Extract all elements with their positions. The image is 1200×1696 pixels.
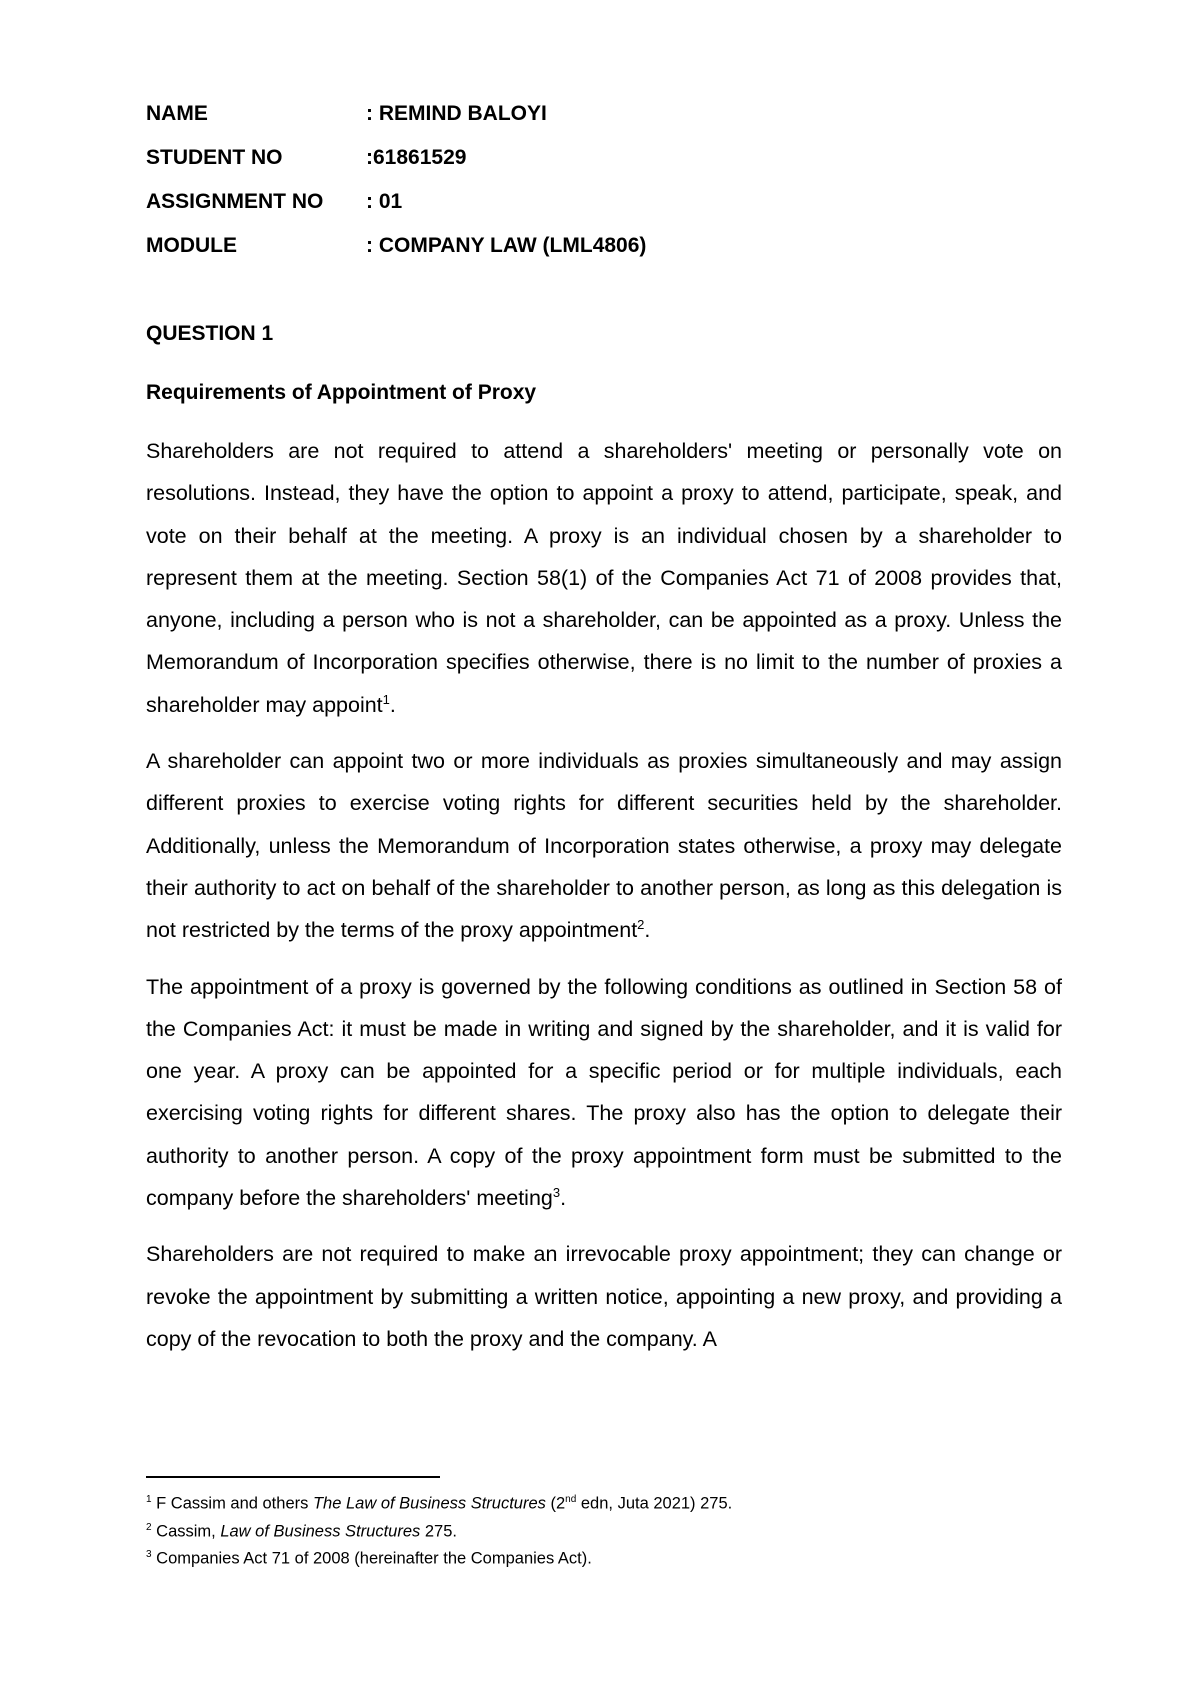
detail-row-student-no xyxy=(146,142,1046,186)
footnote-ref: 1 xyxy=(382,691,390,707)
detail-label: ASSIGNMENT NO xyxy=(146,190,324,213)
footnote-text: Companies Act 71 of 2008 (hereinafter the Companies Act). xyxy=(151,1549,592,1568)
footnote-text: F Cassim and others xyxy=(151,1494,313,1513)
footnote-text: Cassim, xyxy=(151,1522,221,1540)
paragraph-2 xyxy=(146,740,1062,951)
footnote-text: edn, Juta 2021) 275. xyxy=(576,1494,733,1513)
section-heading: Requirements of Appointment of Proxy xyxy=(146,381,537,404)
footnote-3 xyxy=(146,1543,1062,1571)
question-title: QUESTION 1 xyxy=(146,322,274,345)
paragraph-4 xyxy=(146,1233,1062,1360)
footnote-ref: 3 xyxy=(552,1184,561,1200)
footnote-ref: 2 xyxy=(637,917,645,933)
footnote-text: (2 xyxy=(545,1494,566,1513)
paragraph-text: Shareholders are not required to attend a shareholders' meeting or personally vote on resolutions. Instead, they have the option to appoint a proxy to attend, participate, speak, and vote on their behalf at the meeting. A proxy is an individual chosen by a shareholder to represent them at the meeting. Section 58(1) of the Companies Act 71 of 2008 provides that, anyone, including a person who is not a shareholder, can be appointed as a proxy. Unless the Memorandum of Incorporation specifies otherwise, there is no limit to the number of proxies a shareholder may appoint xyxy=(146,439,1062,717)
paragraph-3 xyxy=(146,966,1062,1220)
detail-value: : REMIND BALOYI xyxy=(366,102,547,125)
paragraph-end: . xyxy=(560,1186,567,1211)
footnote-number: 2 xyxy=(146,1521,152,1533)
detail-row-module xyxy=(146,230,1046,274)
body-text xyxy=(146,430,1062,1374)
student-details xyxy=(146,98,1046,274)
footnote-text: 275. xyxy=(420,1522,457,1540)
footnote-2 xyxy=(146,1516,1062,1544)
detail-row-name xyxy=(146,98,1046,142)
detail-label: NAME xyxy=(146,102,208,125)
footnote-title: Law of Business Structures xyxy=(220,1522,421,1540)
footnote-1 xyxy=(146,1488,1062,1516)
paragraph-end: . xyxy=(389,692,396,717)
detail-row-assignment-no xyxy=(146,186,1046,230)
paragraph-text: The appointment of a proxy is governed by the following conditions as outlined in Section 58 of the Companies Act: it must be made in writing and signed by the shareholder, and it is valid for one year. A proxy can be appointed for a specific period or for multiple individuals, each exercising voting rights for different shares. The proxy also has the option to delegate their authority to another person. A copy of the proxy appointment form must be submitted to the company before the shareholders' meeting xyxy=(146,974,1062,1211)
footnote-ordinal: nd xyxy=(565,1494,577,1505)
detail-value: : 01 xyxy=(366,190,403,213)
detail-value: :61861529 xyxy=(366,146,467,169)
detail-label: STUDENT NO xyxy=(146,146,283,169)
footnote-number: 3 xyxy=(146,1549,152,1560)
footnote-title: The Law of Business Structures xyxy=(312,1494,546,1513)
paragraph-1 xyxy=(146,430,1062,726)
footnotes xyxy=(146,1488,1062,1571)
footnote-separator xyxy=(146,1476,440,1478)
paragraph-text: Shareholders are not required to make an irrevocable proxy appointment; they can change or revoke the appointment by submitting a written notice, appointing a new proxy, and providing a copy of the revocation to both the proxy and the company. A xyxy=(146,1242,1062,1351)
footnote-number: 1 xyxy=(146,1494,152,1505)
detail-label: MODULE xyxy=(146,234,237,257)
detail-value: : COMPANY LAW (LML4806) xyxy=(366,234,647,257)
paragraph-end: . xyxy=(644,918,651,943)
paragraph-text: A shareholder can appoint two or more individuals as proxies simultaneously and may assign different proxies to exercise voting rights for different securities held by the shareholder. Additionally, unless the Memorandum of Incorporation states otherwise, a proxy may delegate their authority to act on behalf of the shareholder to another person, as long as this delegation is not restricted by the terms of the proxy appointment xyxy=(146,749,1062,943)
